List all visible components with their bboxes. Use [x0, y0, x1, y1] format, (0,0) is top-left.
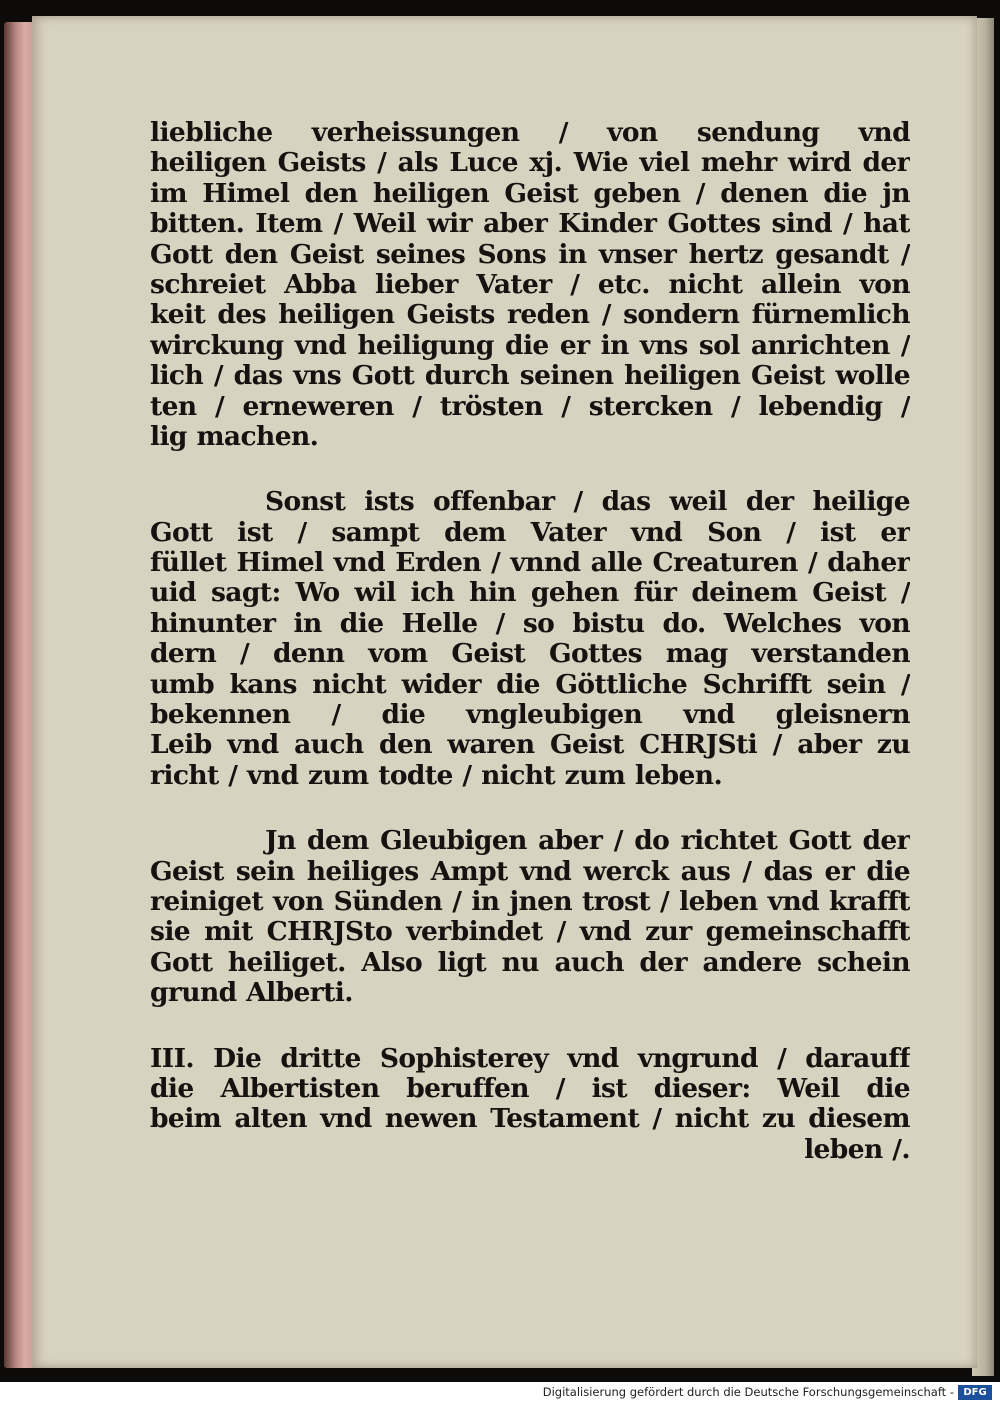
- page-text: [150, 118, 910, 1165]
- text-line: wirckung vnd heiligung die er in vns sol anrichten /: [150, 330, 910, 361]
- text-line: hinunter in die Helle / so bistu do. Welches von: [150, 608, 910, 639]
- paragraph-1: [150, 118, 910, 452]
- text-line: III. Die dritte Sophisterey vnd vngrund / darauff: [150, 1043, 910, 1074]
- paragraph-2: [150, 487, 910, 791]
- text-line: Geist sein heiliges Ampt vnd werck aus / das er die: [150, 856, 910, 887]
- text-line: richt / vnd zum todte / nicht zum leben.: [150, 759, 723, 791]
- dfg-logo: DFG: [958, 1385, 992, 1400]
- footer-credit: Digitalisierung gefördert durch die Deutsche Forschungsgemeinschaft -: [542, 1385, 954, 1399]
- text-line: füllet Himel vnd Erden / vnnd alle Creaturen / daher: [150, 548, 910, 579]
- text-line: Gott ist / sampt dem Vater vnd Son / ist er: [150, 517, 910, 548]
- paragraph-3: [150, 826, 910, 1008]
- text-line: grund Alberti.: [150, 977, 353, 1009]
- paragraph-4: [150, 1044, 910, 1166]
- text-line: heiligen Geists / als Luce xj. Wie viel mehr wird der: [150, 148, 910, 179]
- text-line: dern / denn vom Geist Gottes mag verstanden: [150, 639, 910, 670]
- text-line: uid sagt: Wo wil ich hin gehen für deinem Geist /: [150, 578, 910, 609]
- text-line: umb kans nicht wider die Göttliche Schrifft sein /: [150, 669, 910, 700]
- catchword: leben /.: [804, 1133, 910, 1165]
- text-line: liebliche verheissungen / von sendung vnd: [150, 118, 910, 148]
- footer-bar: [0, 1382, 1000, 1403]
- text-line: die Albertisten beruffen / ist dieser: Weil die: [150, 1073, 910, 1104]
- text-line: bitten. Item / Weil wir aber Kinder Gottes sind / hat: [150, 209, 910, 240]
- text-line: bekennen / die vngleubigen vnd gleisnern: [150, 700, 910, 731]
- text-line: Gott heiliget. Also ligt nu auch der andere schein: [150, 947, 910, 978]
- text-line: im Himel den heiligen Geist geben / denen die jn: [150, 178, 910, 209]
- text-line: Leib vnd auch den waren Geist CHRJSti / aber zu: [150, 730, 910, 761]
- text-line: schreiet Abba lieber Vater / etc. nicht allein von: [150, 269, 910, 300]
- text-line: Sonst ists offenbar / das weil der heilige: [265, 487, 910, 518]
- text-line: lich / das vns Gott durch seinen heiligen Geist wolle: [150, 361, 910, 392]
- text-line: keit des heiligen Geists reden / sondern fürnemlich: [150, 300, 910, 331]
- text-line: reiniget von Sünden / in jnen trost / leben vnd krafft: [150, 886, 910, 917]
- text-line: Jn dem Gleubigen aber / do richtet Gott der: [265, 826, 910, 857]
- text-line: lig machen.: [150, 420, 319, 452]
- text-line: sie mit CHRJSto verbindet / vnd zur gemeinschafft: [150, 917, 910, 948]
- text-line: Gott den Geist seines Sons in vnser hertz gesandt /: [150, 239, 910, 270]
- text-line: beim alten vnd newen Testament / nicht zu diesem: [150, 1104, 910, 1135]
- text-line: ten / erneweren / trösten / stercken / lebendig /: [150, 391, 910, 422]
